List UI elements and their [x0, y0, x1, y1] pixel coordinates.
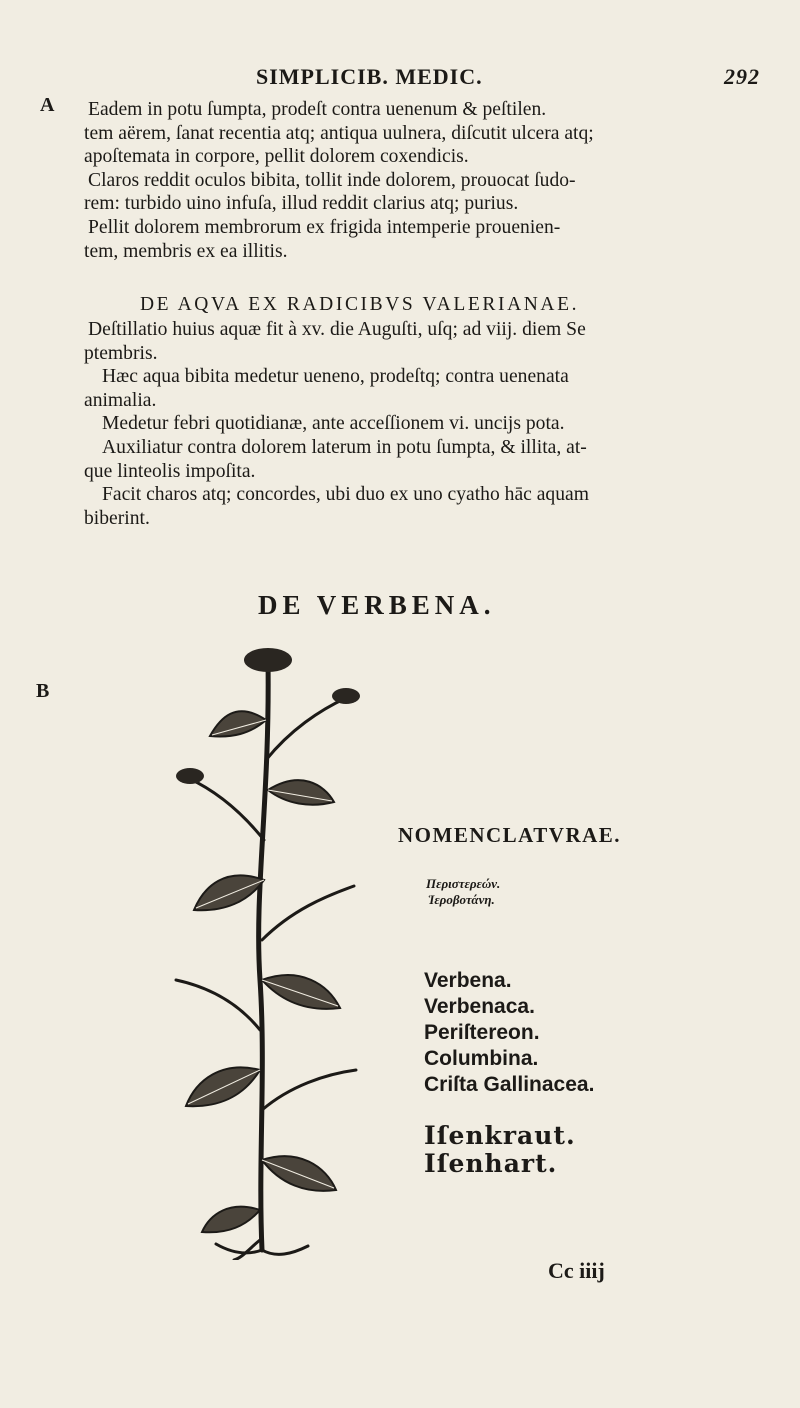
greek-name: Ἱεροβοτάνη. [428, 892, 495, 907]
subheading-valeriana: DE AQVA EX RADICIBVS VALERIANAE. [140, 294, 580, 315]
text-line: Deſtillatio huius aquæ fit à xv. die Auguſti, uſq; ad viij. diem Se [88, 319, 586, 340]
text-line: tem aërem, ſanat recentia atq; antiqua uulnera, diſcutit ulcera atq; [84, 122, 594, 144]
german-name: Iſenkraut. [424, 1121, 576, 1150]
text-line: Medetur febri quotidianæ, ante acceſſionem vi. uncijs pota. [102, 413, 565, 435]
verbena-plant-woodcut-icon [150, 640, 380, 1260]
margin-letter-b: B [36, 680, 50, 702]
text-line: biberint. [84, 507, 150, 529]
latin-name: Columbina. [424, 1047, 539, 1070]
signature-mark: Cc iiij [548, 1258, 605, 1283]
running-header [256, 64, 760, 94]
text-line: que linteolis impoſita. [84, 460, 256, 482]
text-line: tem, membris ex ea illitis. [84, 240, 288, 262]
text-line: Pellit dolorem membrorum ex frigida intemperie prouenien- [88, 216, 561, 238]
running-title: SIMPLICIB. MEDIC. [256, 64, 483, 89]
text-line: Auxiliatur contra dolorem laterum in potu ſumpta, & illita, at- [102, 436, 587, 458]
german-names [424, 1122, 576, 1178]
latin-name: Verbenaca. [424, 995, 535, 1018]
latin-name: Criſta Gallinacea. [424, 1073, 595, 1096]
text-line: ptembris. [84, 342, 158, 364]
text-line: Facit charos atq; concordes, ubi duo ex uno cyatho hāc aquam [102, 484, 589, 506]
latin-name: Verbena. [424, 969, 512, 992]
nomenclature-title: NOMENCLATVRAE. [398, 823, 622, 847]
margin-letter-a: A [40, 94, 55, 116]
text-line: Claros reddit oculos bibita, tollit inde dolorem, prouocat ſudo- [88, 169, 576, 191]
text-line: apoſtemata in corpore, pellit dolorem coxendicis. [84, 146, 469, 168]
text-line: rem: turbido uino infuſa, illud reddit clarius atq; purius. [84, 193, 519, 215]
latin-names [424, 968, 594, 1098]
page-number: 292 [724, 64, 760, 89]
section-title-verbena: DE VERBENA. [258, 590, 496, 620]
greek-name: Περιστερεών. [426, 876, 501, 891]
text-line: animalia. [84, 389, 157, 411]
text-block-2 [84, 318, 778, 530]
german-name: Iſenhart. [424, 1149, 558, 1178]
text-line: Hæc aqua bibita medetur ueneno, prodeſtq; contra uenenata [102, 366, 569, 388]
text-line: Eadem in potu ſumpta, prodeſt contra uenenum & peſtilen. [88, 99, 547, 120]
text-block-1 [84, 98, 778, 263]
greek-names [426, 876, 500, 908]
latin-name: Periſtereon. [424, 1021, 540, 1044]
